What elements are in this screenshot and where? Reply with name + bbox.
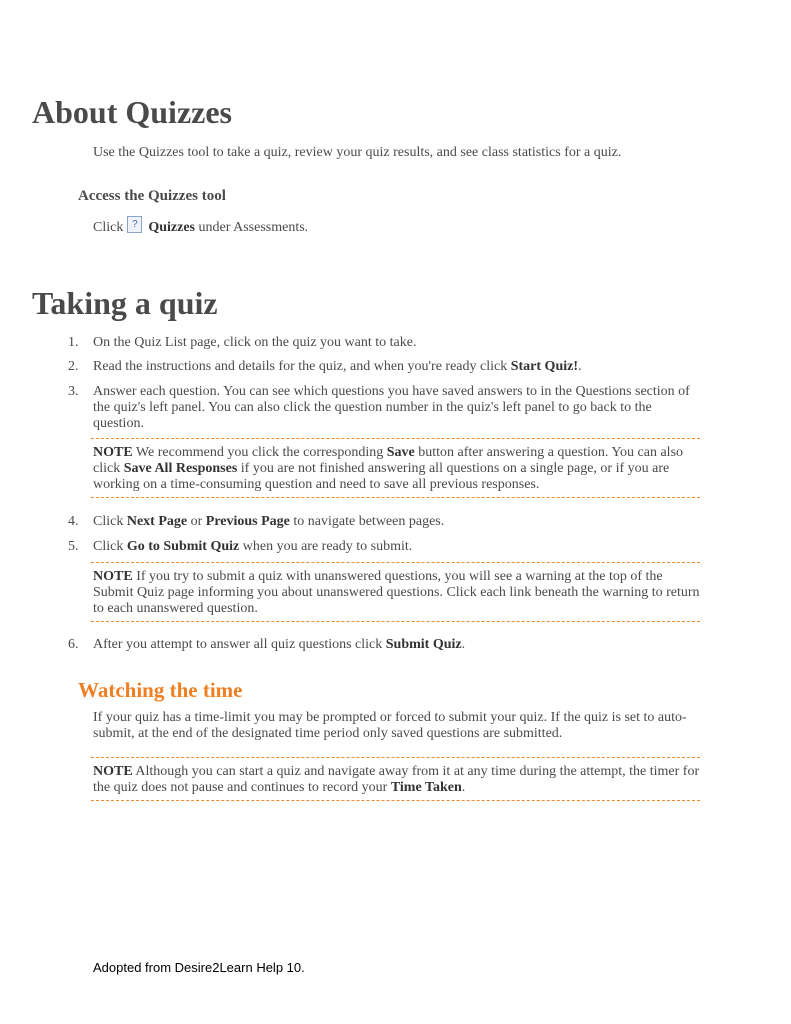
list-text: On the Quiz List page, click on the quiz you want to take. [93, 335, 417, 350]
page-title-taking-a-quiz: Taking a quiz [32, 285, 218, 321]
note-label: NOTE [93, 445, 133, 460]
list-text: Click Go to Submit Quiz when you are ready to submit. [93, 539, 413, 554]
note-label: NOTE [93, 569, 133, 584]
click-text: Click [93, 220, 124, 235]
note-box-save: NOTE We recommend you click the corresponding Save button after answering a question. You can also click Save All Responses if you are not finished answering all questions on a single page, or if you are working on a time-consuming question and need to save all previous responses. [91, 438, 700, 498]
quizzes-link-text: Quizzes [148, 220, 195, 235]
note-box-timer: NOTE Although you can start a quiz and navigate away from it at any time during the attempt, the timer for the quiz does not pause and continues to record your Time Taken. [91, 757, 700, 801]
access-instruction [93, 220, 703, 239]
list-text: After you attempt to answer all quiz questions click Submit Quiz. [93, 637, 466, 652]
list-number: 4. [68, 514, 79, 529]
page-title-about-quizzes: About Quizzes [32, 94, 232, 130]
list-text: Answer each question. You can see which questions you have saved answers to in the Questions section of the quiz's left panel. You can also click the question number in the quiz's left panel to go back to the question. [93, 384, 690, 431]
access-rest-text: under Assessments. [195, 220, 309, 235]
intro-paragraph: Use the Quizzes tool to take a quiz, review your quiz results, and see class statistics for a quiz. [93, 145, 622, 160]
note-label: NOTE [93, 764, 133, 779]
list-text: Click Next Page or Previous Page to navigate between pages. [93, 514, 445, 529]
question-mark-icon: ? [127, 216, 142, 233]
list-number: 1. [68, 335, 79, 350]
time-limit-paragraph: If your quiz has a time-limit you may be prompted or forced to submit your quiz. If the quiz is set to auto-submit, at the end of the designated time period only saved questions are submitted. [93, 710, 687, 741]
list-text: Read the instructions and details for the quiz, and when you're ready click Start Quiz!. [93, 359, 582, 374]
watching-the-time-heading: Watching the time [78, 678, 243, 702]
access-heading: Access the Quizzes tool [78, 188, 226, 204]
list-number: 3. [68, 384, 79, 399]
footer-attribution: Adopted from Desire2Learn Help 10. [93, 960, 305, 975]
list-number: 2. [68, 359, 79, 374]
list-number: 6. [68, 637, 79, 652]
note-box-unanswered: NOTE If you try to submit a quiz with unanswered questions, you will see a warning at the top of the Submit Quiz page informing you about unanswered questions. Click each link beneath the warning to return to each unanswered question. [91, 562, 700, 622]
list-number: 5. [68, 539, 79, 554]
